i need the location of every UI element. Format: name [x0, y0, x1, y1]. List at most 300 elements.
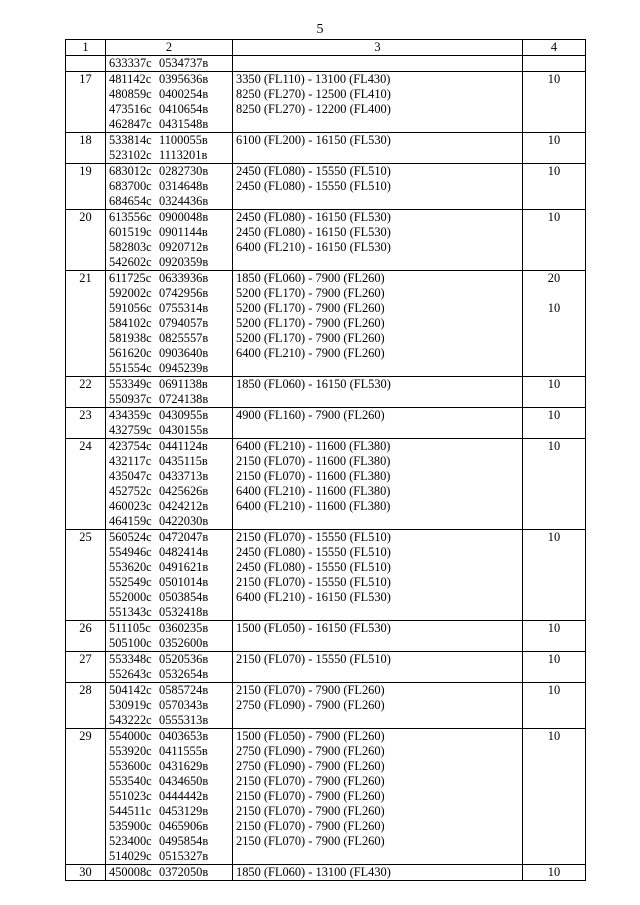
- longitude: 0495854в: [159, 834, 209, 848]
- longitude: 0633936в: [159, 271, 209, 285]
- coordinate-pair: [109, 804, 229, 819]
- coordinate-pair: [109, 301, 229, 316]
- coordinate-pair: [109, 117, 229, 132]
- limit-value: 10: [547, 210, 561, 224]
- coordinate-pair: [109, 744, 229, 759]
- longitude: 0755314в: [159, 301, 209, 315]
- latitude: 544511с: [109, 804, 152, 818]
- longitude: 0570343в: [159, 698, 209, 712]
- altitude-range: 4900 (FL160) - 7900 (FL260): [236, 408, 385, 422]
- latitude: 553600с: [109, 759, 152, 773]
- altitude-range: 2150 (FL070) - 7900 (FL260): [236, 774, 385, 788]
- latitude: 554946с: [109, 545, 152, 559]
- coordinate-pair: [109, 683, 229, 698]
- altitude-cell: [233, 56, 523, 72]
- coordinates-cell: [106, 439, 233, 530]
- latitude: 543222с: [109, 713, 152, 727]
- coordinate-pair: [109, 361, 229, 376]
- limit-value: 10: [547, 72, 561, 86]
- altitude-cell: [233, 865, 523, 881]
- coordinate-pair: [109, 499, 229, 514]
- table-row: [66, 729, 586, 865]
- row-number: 27: [66, 652, 106, 683]
- page-number: 5: [316, 22, 324, 37]
- altitude-range: 2450 (FL080) - 15550 (FL510): [236, 560, 391, 574]
- latitude: 633337с: [109, 56, 152, 70]
- limit-cell: [523, 271, 586, 377]
- coordinates-cell: [106, 56, 233, 72]
- altitude-range: 1850 (FL060) - 7900 (FL260): [236, 271, 385, 285]
- limit-cell: [523, 729, 586, 865]
- row-number: 18: [66, 133, 106, 164]
- coordinate-pair: [109, 439, 229, 454]
- longitude: 0794057в: [159, 316, 209, 330]
- latitude: 435047с: [109, 469, 152, 483]
- altitude-range: 6400 (FL210) - 16150 (FL530): [236, 590, 391, 604]
- longitude: 0901144в: [159, 225, 208, 239]
- longitude: 0920712в: [159, 240, 209, 254]
- row-number: 17: [66, 72, 106, 133]
- latitude: 550937с: [109, 392, 152, 406]
- longitude: 0532418в: [159, 605, 209, 619]
- latitude: 591056с: [109, 301, 152, 315]
- limit-value: 10: [547, 133, 561, 147]
- longitude: 0465906в: [159, 819, 209, 833]
- longitude: 0453129в: [159, 804, 209, 818]
- latitude: 462847с: [109, 117, 152, 131]
- latitude: 611725с: [109, 271, 152, 285]
- altitude-range: 2450 (FL080) - 15550 (FL510): [236, 545, 391, 559]
- limit-value: 10: [547, 729, 561, 743]
- altitude-range: 1500 (FL050) - 7900 (FL260): [236, 729, 385, 743]
- altitude-range: 2150 (FL070) - 11600 (FL380): [236, 454, 391, 468]
- altitude-cell: [233, 530, 523, 621]
- coordinates-cell: [106, 683, 233, 729]
- coordinates-cell: [106, 621, 233, 652]
- latitude: 683012с: [109, 164, 152, 178]
- table-row: [66, 72, 586, 133]
- longitude: 0431629в: [159, 759, 209, 773]
- row-number: 21: [66, 271, 106, 377]
- longitude: 0515327в: [159, 849, 209, 863]
- altitude-range: 6400 (FL210) - 7900 (FL260): [236, 346, 385, 360]
- limit-value: 10: [547, 164, 561, 178]
- latitude: 684654с: [109, 194, 152, 208]
- altitude-cell: [233, 210, 523, 271]
- longitude: 0534737в: [159, 56, 209, 70]
- longitude: 1100055в: [159, 133, 208, 147]
- coordinates-cell: [106, 271, 233, 377]
- longitude: 0372050в: [159, 865, 209, 879]
- longitude: 0691138в: [159, 377, 208, 391]
- latitude: 601519с: [109, 225, 152, 239]
- coordinates-cell: [106, 530, 233, 621]
- coordinate-pair: [109, 72, 229, 87]
- table-row: [66, 439, 586, 530]
- longitude: 0314648в: [159, 179, 209, 193]
- coordinate-pair: [109, 377, 229, 392]
- altitude-range: 2150 (FL070) - 7900 (FL260): [236, 804, 385, 818]
- latitude: 553349с: [109, 377, 152, 391]
- column-header: 1: [66, 40, 106, 56]
- limit-cell: [523, 210, 586, 271]
- limit-value: [526, 286, 582, 301]
- longitude: 0282730в: [159, 164, 209, 178]
- limit-value: 10: [547, 301, 561, 315]
- longitude: 0395636в: [159, 72, 209, 86]
- limit-cell: [523, 683, 586, 729]
- coordinate-pair: [109, 225, 229, 240]
- altitude-range: 2150 (FL070) - 7900 (FL260): [236, 789, 385, 803]
- table-row: [66, 621, 586, 652]
- row-number: 22: [66, 377, 106, 408]
- coordinates-cell: [106, 210, 233, 271]
- latitude: 535900с: [109, 819, 152, 833]
- coordinate-pair: [109, 545, 229, 560]
- coordinate-pair: [109, 133, 229, 148]
- longitude: 0360235в: [159, 621, 209, 635]
- coordinates-cell: [106, 72, 233, 133]
- row-number: 28: [66, 683, 106, 729]
- longitude: 0920359в: [159, 255, 209, 269]
- table-row: [66, 652, 586, 683]
- latitude: 464159с: [109, 514, 152, 528]
- coordinate-pair: [109, 271, 229, 286]
- row-number: [66, 56, 106, 72]
- coordinate-pair: [109, 469, 229, 484]
- altitude-cell: [233, 408, 523, 439]
- coordinate-pair: [109, 148, 229, 163]
- coordinates-cell: [106, 377, 233, 408]
- longitude: 0410654в: [159, 102, 209, 116]
- longitude: 0422030в: [159, 514, 209, 528]
- coordinate-pair: [109, 759, 229, 774]
- latitude: 553920с: [109, 744, 152, 758]
- latitude: 523400с: [109, 834, 152, 848]
- altitude-range: 6400 (FL210) - 11600 (FL380): [236, 499, 391, 513]
- longitude: 0435115в: [159, 454, 208, 468]
- longitude: 0503854в: [159, 590, 209, 604]
- latitude: 683700с: [109, 179, 152, 193]
- longitude: 0441124в: [159, 439, 208, 453]
- latitude: 481142с: [109, 72, 152, 86]
- altitude-range: 2150 (FL070) - 11600 (FL380): [236, 469, 391, 483]
- latitude: 613556с: [109, 210, 152, 224]
- longitude: 0724138в: [159, 392, 209, 406]
- longitude: 0434650в: [159, 774, 209, 788]
- altitude-range: 2450 (FL080) - 16150 (FL530): [236, 225, 391, 239]
- row-number: 19: [66, 164, 106, 210]
- column-header: 4: [523, 40, 586, 56]
- altitude-range: 5200 (FL170) - 7900 (FL260): [236, 301, 385, 315]
- coordinate-pair: [109, 484, 229, 499]
- longitude: 0945239в: [159, 361, 209, 375]
- table-row: [66, 210, 586, 271]
- altitude-range: 2750 (FL090) - 7900 (FL260): [236, 744, 385, 758]
- altitude-range: 2750 (FL090) - 7900 (FL260): [236, 698, 385, 712]
- limit-value: 10: [547, 683, 561, 697]
- limit-cell: [523, 621, 586, 652]
- longitude: 0585724в: [159, 683, 209, 697]
- coordinate-pair: [109, 346, 229, 361]
- limit-cell: [523, 72, 586, 133]
- latitude: 473516с: [109, 102, 152, 116]
- latitude: 423754с: [109, 439, 152, 453]
- table-row: [66, 133, 586, 164]
- altitude-range: 6400 (FL210) - 16150 (FL530): [236, 240, 391, 254]
- longitude: 1113201в: [159, 148, 208, 162]
- latitude: 581938с: [109, 331, 152, 345]
- altitude-range: 2150 (FL070) - 15550 (FL510): [236, 530, 391, 544]
- latitude: 553620с: [109, 560, 152, 574]
- altitude-range: 2150 (FL070) - 15550 (FL510): [236, 575, 391, 589]
- table-row: [66, 865, 586, 881]
- longitude: 0825557в: [159, 331, 209, 345]
- column-header: 3: [233, 40, 523, 56]
- column-header: 2: [106, 40, 233, 56]
- altitude-range: 6400 (FL210) - 11600 (FL380): [236, 439, 391, 453]
- altitude-range: 5200 (FL170) - 7900 (FL260): [236, 286, 385, 300]
- longitude: 0430155в: [159, 423, 209, 437]
- coordinate-pair: [109, 590, 229, 605]
- latitude: 511105с: [109, 621, 151, 635]
- altitude-cell: [233, 377, 523, 408]
- coordinate-pair: [109, 423, 229, 438]
- latitude: 432759с: [109, 423, 152, 437]
- coordinate-pair: [109, 652, 229, 667]
- longitude: 0532654в: [159, 667, 209, 681]
- longitude: 0431548в: [159, 117, 209, 131]
- latitude: 542602с: [109, 255, 152, 269]
- limit-value: 10: [547, 621, 561, 635]
- limit-cell: [523, 439, 586, 530]
- coordinate-pair: [109, 774, 229, 789]
- coordinate-pair: [109, 560, 229, 575]
- coordinate-pair: [109, 210, 229, 225]
- longitude: 0444442в: [159, 789, 209, 803]
- latitude: 582803с: [109, 240, 152, 254]
- longitude: 0430955в: [159, 408, 209, 422]
- coordinate-pair: [109, 575, 229, 590]
- coordinate-pair: [109, 408, 229, 423]
- longitude: 0433713в: [159, 469, 209, 483]
- coordinates-cell: [106, 133, 233, 164]
- coordinate-pair: [109, 636, 229, 651]
- altitude-cell: [233, 439, 523, 530]
- altitude-cell: [233, 621, 523, 652]
- latitude: 552000с: [109, 590, 152, 604]
- limit-cell: [523, 377, 586, 408]
- coordinate-pair: [109, 56, 229, 71]
- limit-cell: [523, 56, 586, 72]
- table-row: [66, 164, 586, 210]
- altitude-cell: [233, 271, 523, 377]
- altitude-cell: [233, 164, 523, 210]
- longitude: 0352600в: [159, 636, 209, 650]
- longitude: 0491621в: [159, 560, 209, 574]
- altitude-range: 2150 (FL070) - 7900 (FL260): [236, 819, 385, 833]
- table-row: [66, 56, 586, 72]
- limit-value: 20: [547, 271, 561, 285]
- row-number: 29: [66, 729, 106, 865]
- coordinate-pair: [109, 514, 229, 529]
- coordinate-pair: [109, 286, 229, 301]
- latitude: 552549с: [109, 575, 152, 589]
- altitude-cell: [233, 652, 523, 683]
- limit-cell: [523, 865, 586, 881]
- altitude-range: 2450 (FL080) - 15550 (FL510): [236, 179, 391, 193]
- coordinate-pair: [109, 713, 229, 728]
- longitude: 0903640в: [159, 346, 209, 360]
- altitude-cell: [233, 729, 523, 865]
- limit-value: 10: [547, 439, 561, 453]
- longitude: 0482414в: [159, 545, 209, 559]
- coordinate-pair: [109, 667, 229, 682]
- latitude: 553540с: [109, 774, 152, 788]
- table-row: [66, 683, 586, 729]
- coordinate-pair: [109, 240, 229, 255]
- altitude-cell: [233, 683, 523, 729]
- table-header-row: [66, 40, 586, 56]
- limit-value: 10: [547, 377, 561, 391]
- latitude: 533814с: [109, 133, 152, 147]
- longitude: 0425626в: [159, 484, 209, 498]
- table-row: [66, 408, 586, 439]
- coordinate-pair: [109, 194, 229, 209]
- altitude-range: 2450 (FL080) - 16150 (FL530): [236, 210, 391, 224]
- longitude: 0501014в: [159, 575, 209, 589]
- latitude: 553348с: [109, 652, 152, 666]
- latitude: 552643с: [109, 667, 152, 681]
- coordinate-pair: [109, 179, 229, 194]
- altitude-range: 2150 (FL070) - 7900 (FL260): [236, 683, 385, 697]
- longitude: 0742956в: [159, 286, 209, 300]
- coordinate-pair: [109, 102, 229, 117]
- longitude: 0411555в: [159, 744, 208, 758]
- latitude: 561620с: [109, 346, 152, 360]
- latitude: 480859с: [109, 87, 152, 101]
- altitude-range: 5200 (FL170) - 7900 (FL260): [236, 316, 385, 330]
- altitude-range: 3350 (FL110) - 13100 (FL430): [236, 72, 391, 86]
- coordinate-pair: [109, 605, 229, 620]
- latitude: 452752с: [109, 484, 152, 498]
- coordinate-pair: [109, 865, 229, 880]
- latitude: 523102с: [109, 148, 152, 162]
- coordinates-cell: [106, 729, 233, 865]
- longitude: 0400254в: [159, 87, 209, 101]
- coordinate-pair: [109, 729, 229, 744]
- table-row: [66, 377, 586, 408]
- coordinate-pair: [109, 331, 229, 346]
- altitude-range: 2150 (FL070) - 15550 (FL510): [236, 652, 391, 666]
- coordinate-pair: [109, 698, 229, 713]
- altitude-range: 1850 (FL060) - 16150 (FL530): [236, 377, 391, 391]
- zones-table: [65, 39, 586, 881]
- latitude: 551343с: [109, 605, 152, 619]
- row-number: 23: [66, 408, 106, 439]
- coordinates-cell: [106, 164, 233, 210]
- latitude: 434359с: [109, 408, 152, 422]
- coordinate-pair: [109, 849, 229, 864]
- longitude: 0403653в: [159, 729, 209, 743]
- longitude: 0424212в: [159, 499, 209, 513]
- row-number: 26: [66, 621, 106, 652]
- latitude: 514029с: [109, 849, 152, 863]
- longitude: 0472047в: [159, 530, 209, 544]
- altitude-range: 1850 (FL060) - 13100 (FL430): [236, 865, 391, 879]
- latitude: 551554с: [109, 361, 152, 375]
- latitude: 505100с: [109, 636, 152, 650]
- altitude-range: 5200 (FL170) - 7900 (FL260): [236, 331, 385, 345]
- latitude: 592002с: [109, 286, 152, 300]
- limit-cell: [523, 164, 586, 210]
- limit-cell: [523, 652, 586, 683]
- latitude: 560524с: [109, 530, 152, 544]
- row-number: 20: [66, 210, 106, 271]
- altitude-range: 2150 (FL070) - 7900 (FL260): [236, 834, 385, 848]
- coordinate-pair: [109, 164, 229, 179]
- latitude: 554000с: [109, 729, 152, 743]
- coordinate-pair: [109, 789, 229, 804]
- altitude-range: 1500 (FL050) - 16150 (FL530): [236, 621, 391, 635]
- coordinates-cell: [106, 865, 233, 881]
- coordinates-cell: [106, 408, 233, 439]
- altitude-range: 8250 (FL270) - 12500 (FL410): [236, 87, 391, 101]
- row-number: 25: [66, 530, 106, 621]
- coordinate-pair: [109, 316, 229, 331]
- coordinate-pair: [109, 819, 229, 834]
- limit-value: 10: [547, 408, 561, 422]
- longitude: 0900048в: [159, 210, 209, 224]
- longitude: 0555313в: [159, 713, 209, 727]
- altitude-range: 6100 (FL200) - 16150 (FL530): [236, 133, 391, 147]
- latitude: 432117с: [109, 454, 152, 468]
- latitude: 551023с: [109, 789, 152, 803]
- row-number: 30: [66, 865, 106, 881]
- coordinate-pair: [109, 530, 229, 545]
- latitude: 530919с: [109, 698, 152, 712]
- latitude: 450008с: [109, 865, 152, 879]
- altitude-range: 2750 (FL090) - 7900 (FL260): [236, 759, 385, 773]
- coordinates-cell: [106, 652, 233, 683]
- row-number: 24: [66, 439, 106, 530]
- altitude-range: 8250 (FL270) - 12200 (FL400): [236, 102, 391, 116]
- altitude-cell: [233, 72, 523, 133]
- altitude-range: 2450 (FL080) - 15550 (FL510): [236, 164, 391, 178]
- altitude-cell: [233, 133, 523, 164]
- coordinate-pair: [109, 454, 229, 469]
- table-row: [66, 530, 586, 621]
- longitude: 0520536в: [159, 652, 209, 666]
- limit-value: 10: [547, 652, 561, 666]
- table-row: [66, 271, 586, 377]
- latitude: 504142с: [109, 683, 152, 697]
- latitude: 460023с: [109, 499, 152, 513]
- limit-cell: [523, 408, 586, 439]
- coordinate-pair: [109, 834, 229, 849]
- altitude-range: 6400 (FL210) - 11600 (FL380): [236, 484, 391, 498]
- limit-value: 10: [547, 530, 561, 544]
- coordinate-pair: [109, 87, 229, 102]
- latitude: 584102с: [109, 316, 152, 330]
- coordinate-pair: [109, 392, 229, 407]
- coordinate-pair: [109, 621, 229, 636]
- limit-value: 10: [547, 865, 561, 879]
- limit-cell: [523, 133, 586, 164]
- coordinate-pair: [109, 255, 229, 270]
- limit-cell: [523, 530, 586, 621]
- longitude: 0324436в: [159, 194, 209, 208]
